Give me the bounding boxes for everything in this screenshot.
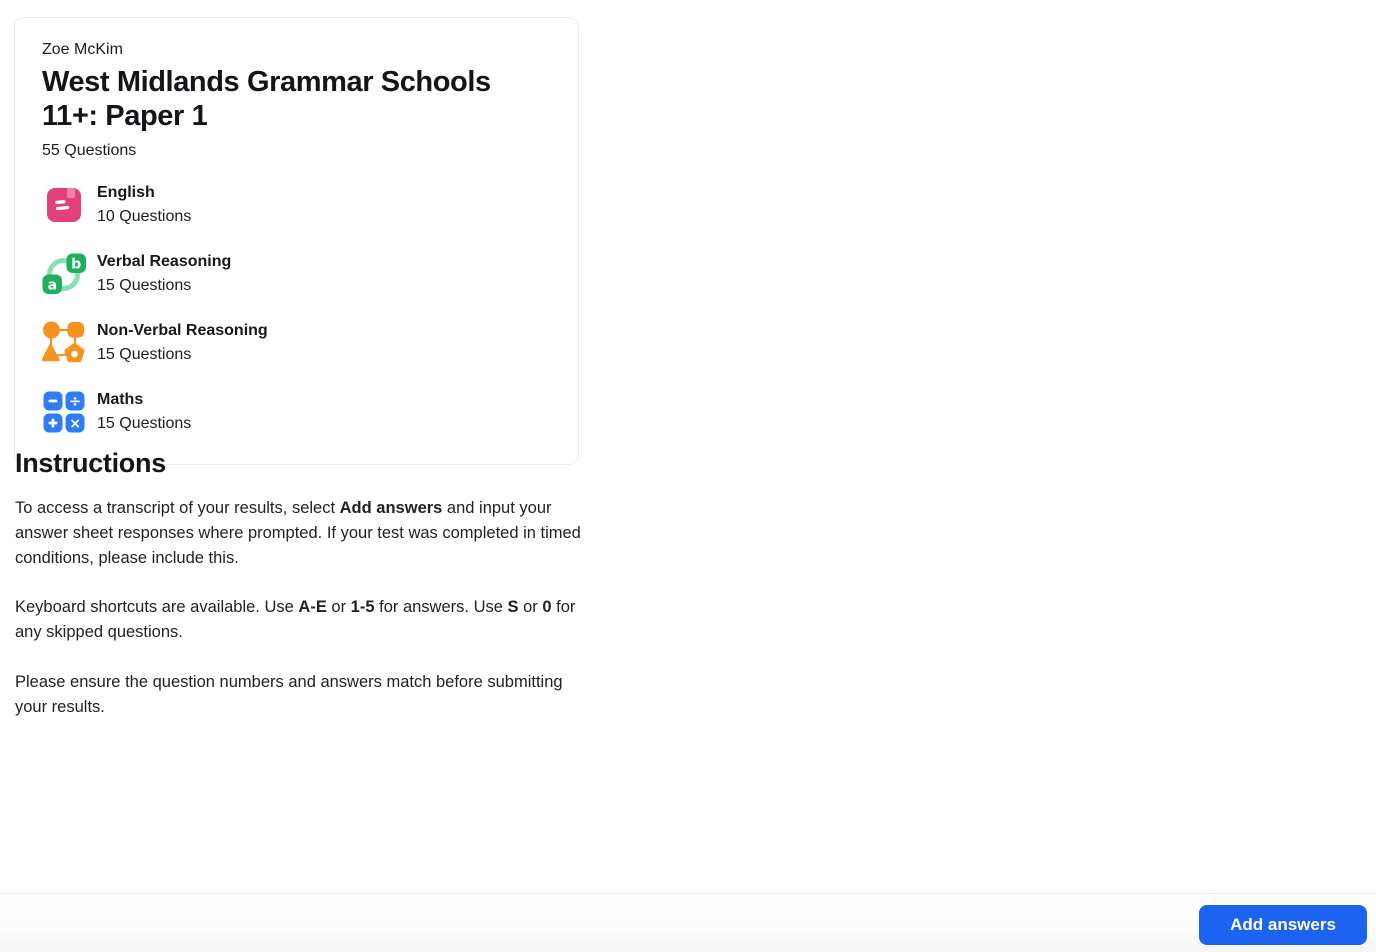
section-row-non-verbal-reasoning — [42, 319, 551, 367]
test-title: West Midlands Grammar Schools 11+: Paper 1 — [42, 66, 491, 132]
section-text — [97, 250, 231, 298]
svg-text:÷: ÷ — [68, 392, 82, 411]
instructions-heading: Instructions — [15, 448, 166, 478]
section-row-english — [42, 181, 551, 229]
maths-operators-icon — [42, 390, 86, 434]
section-text — [97, 181, 191, 229]
total-question-count: 55 Questions — [42, 142, 137, 160]
section-count: 15 Questions — [97, 415, 192, 433]
test-overview-card — [14, 17, 579, 465]
section-name: Non-Verbal Reasoning — [97, 322, 268, 340]
section-count: 10 Questions — [97, 208, 192, 226]
section-name: English — [97, 184, 155, 202]
section-name: Maths — [97, 391, 144, 409]
instructions-paragraph: Please ensure the question numbers and answers match before submitting your results. — [15, 672, 563, 716]
verbal-reasoning-ab-icon — [42, 252, 86, 296]
instructions-paragraph: To access a transcript of your results, select Add answers and input your answer sheet responses where prompted. If your test was completed in timed conditions, please include this. — [15, 499, 581, 567]
section-text — [97, 388, 191, 436]
section-count: 15 Questions — [97, 277, 192, 295]
english-note-icon — [42, 183, 86, 227]
add-answers-button[interactable]: Add answers — [1199, 905, 1367, 945]
svg-text:×: × — [69, 416, 81, 433]
instructions-section — [15, 448, 590, 744]
svg-text:b: b — [71, 256, 82, 273]
student-name: Zoe McKim — [42, 41, 123, 58]
section-row-maths — [42, 388, 551, 436]
section-name: Verbal Reasoning — [97, 253, 232, 271]
section-row-verbal-reasoning — [42, 250, 551, 298]
non-verbal-shapes-icon — [42, 321, 86, 365]
section-text — [97, 319, 268, 367]
instructions-paragraph: Keyboard shortcuts are available. Use A-E or 1-5 for answers. Use S or 0 for any skipped questions. — [15, 598, 576, 641]
footer-action-bar — [0, 893, 1376, 952]
section-count: 15 Questions — [97, 346, 192, 364]
svg-text:a: a — [47, 277, 58, 294]
instructions-paragraphs — [15, 496, 590, 719]
